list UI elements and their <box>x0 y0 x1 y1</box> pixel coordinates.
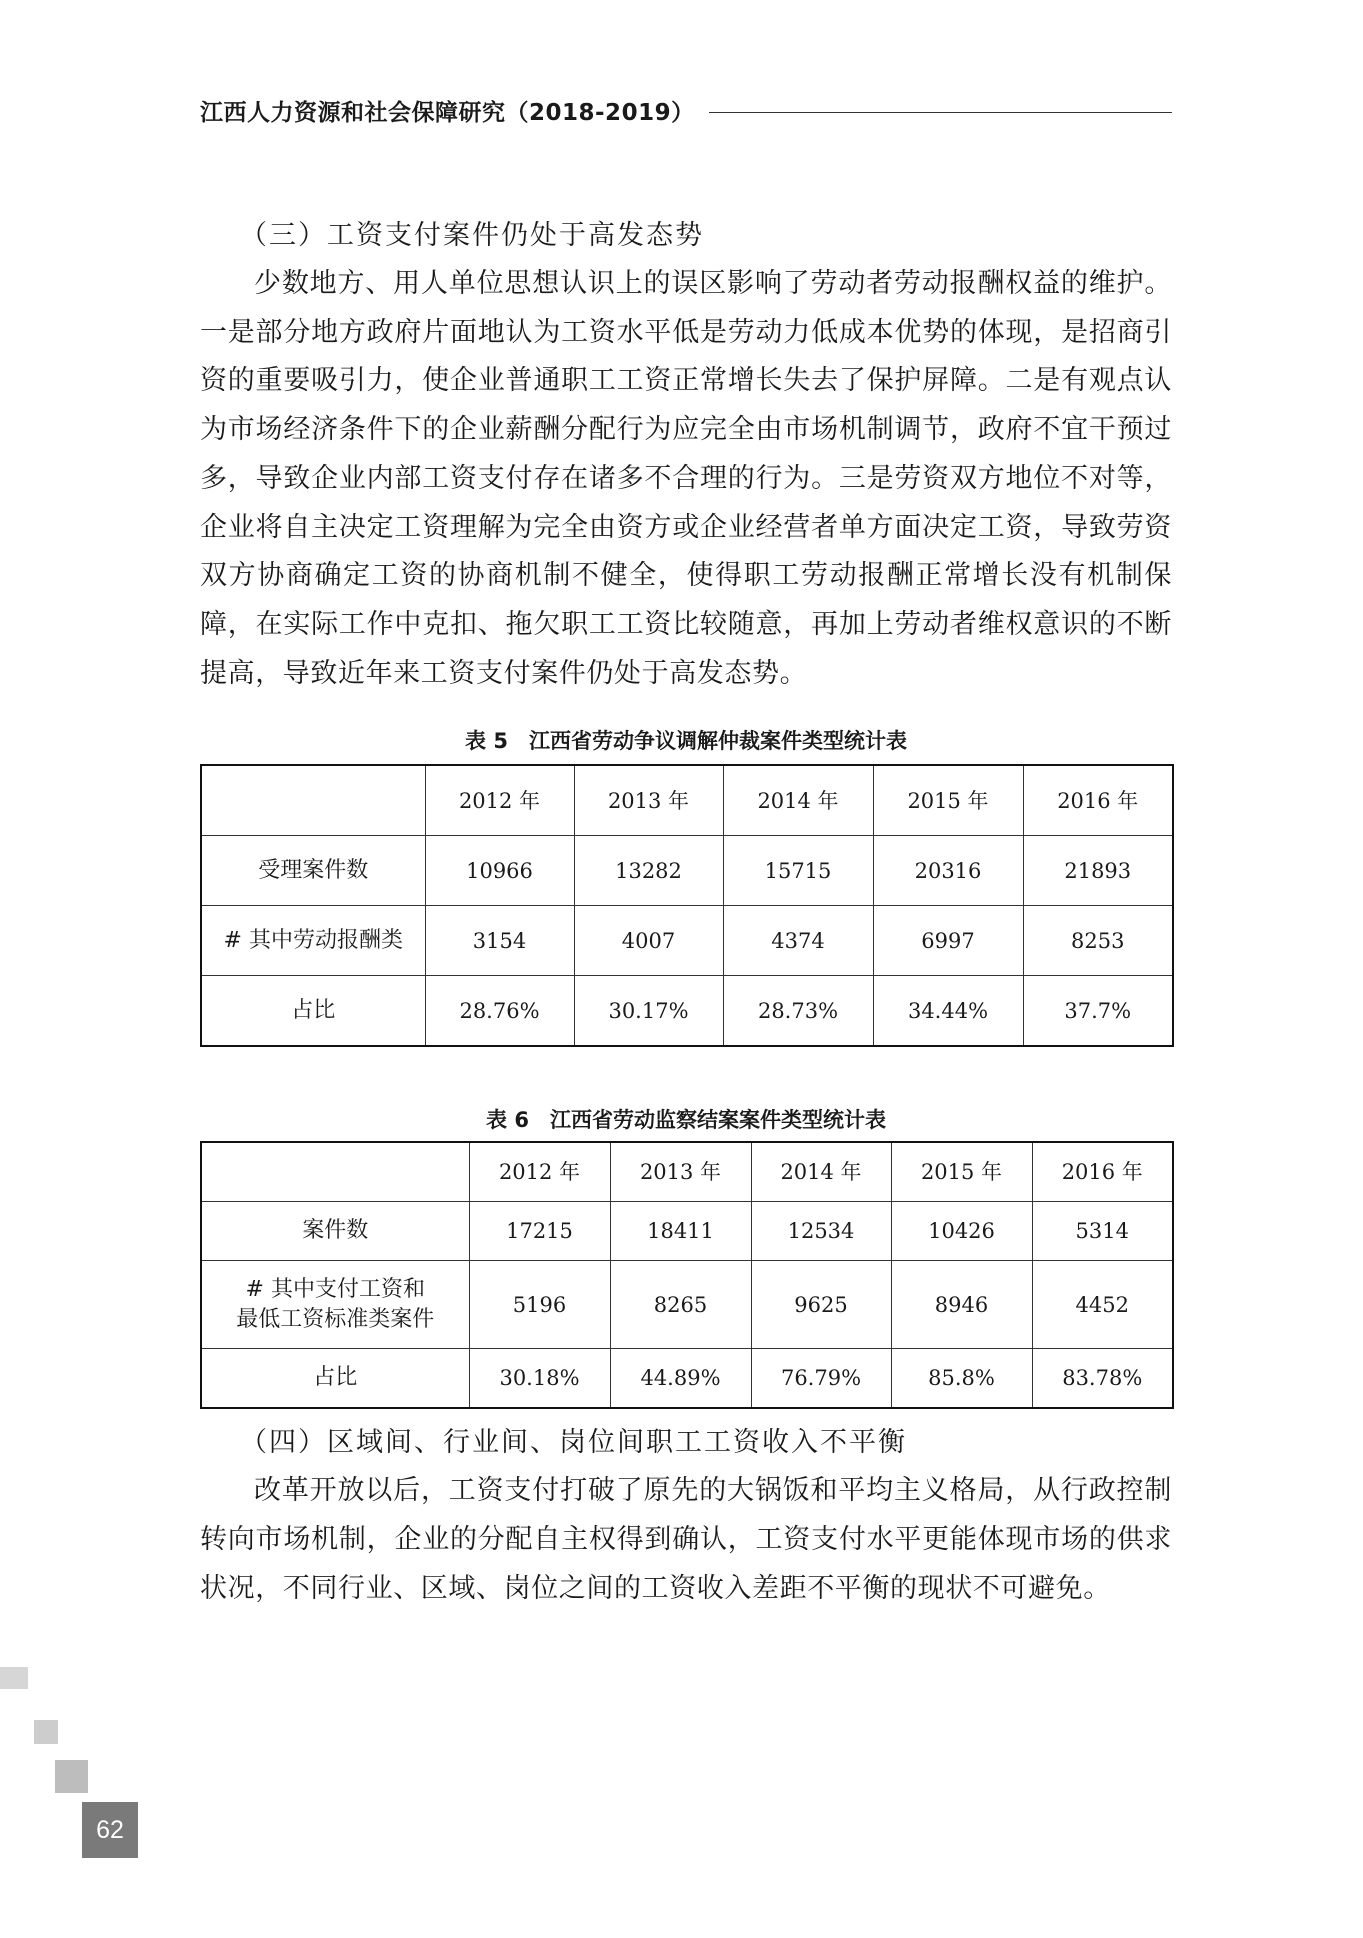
column-header: 2014 年 <box>751 1142 891 1202</box>
table-6 <box>200 1141 1174 1409</box>
page-content <box>200 212 1172 1613</box>
row-label-line-2: 最低工资标准类案件 <box>236 1306 435 1332</box>
table-5 <box>200 764 1174 1047</box>
table-cell: 12534 <box>751 1202 891 1261</box>
column-header: 2015 年 <box>873 765 1023 836</box>
column-header: 2013 年 <box>574 765 723 836</box>
table-cell: 3154 <box>425 906 574 976</box>
page-number: 62 <box>82 1802 138 1858</box>
table-cell: 21893 <box>1023 836 1173 906</box>
running-title: 江西人力资源和社会保障研究（2018-2019） <box>200 99 695 126</box>
column-header: 2015 年 <box>891 1142 1032 1202</box>
table-cell: 10426 <box>891 1202 1032 1261</box>
table-cell: 76.79% <box>751 1349 891 1409</box>
row-label: 占比 <box>201 976 425 1047</box>
section-4-paragraph: 改革开放以后，工资支付打破了原先的大锅饭和平均主义格局，从行政控制转向市场机制，企业的分配自主权得到确认，工资支付水平更能体现市场的供求状况，不同行业、区域、岗位之间的工资收入差距不平衡的现状不可避免。 <box>200 1475 1172 1604</box>
decorative-square <box>0 1667 28 1689</box>
header-rule <box>709 112 1172 113</box>
table-cell: 5196 <box>469 1261 610 1349</box>
table-cell: 8253 <box>1023 906 1173 976</box>
table-cell: 44.89% <box>610 1349 751 1409</box>
table-cell: 4007 <box>574 906 723 976</box>
row-label: # 其中劳动报酬类 <box>201 906 425 976</box>
column-header: 2014 年 <box>723 765 873 836</box>
decorative-square <box>55 1760 88 1793</box>
table-row <box>201 976 1173 1047</box>
corner-cell <box>201 1142 469 1202</box>
section-3-paragraph: 少数地方、用人单位思想认识上的误区影响了劳动者劳动报酬权益的维护。一是部分地方政府片面地认为工资水平低是劳动力低成本优势的体现，是招商引资的重要吸引力，使企业普通职工工资正常增长失去了保护屏障。二是有观点认为市场经济条件下的企业薪酬分配行为应完全由市场机制调节，政府不宜干预过多，导致企业内部工资支付存在诸多不合理的行为。三是劳资双方地位不对等，企业将自主决定工资理解为完全由资方或企业经营者单方面决定工资，导致劳资双方协商确定工资的协商机制不健全，使得职工劳动报酬正常增长没有机制保障，在实际工作中克扣、拖欠职工工资比较随意，再加上劳动者维权意识的不断提高，导致近年来工资支付案件仍处于高发态势。 <box>200 268 1172 689</box>
section-heading-4: （四）区域间、行业间、岗位间职工工资收入不平衡 <box>240 1427 907 1459</box>
table-cell: 28.73% <box>723 976 873 1047</box>
table-cell: 9625 <box>751 1261 891 1349</box>
table-cell: 30.18% <box>469 1349 610 1409</box>
running-header <box>200 90 1172 130</box>
table-5-caption: 表 5 江西省劳动争议调解仲裁案件类型统计表 <box>465 729 907 754</box>
decorative-square <box>34 1720 58 1744</box>
table-cell: 28.76% <box>425 976 574 1047</box>
column-header: 2016 年 <box>1023 765 1173 836</box>
table-cell: 85.8% <box>891 1349 1032 1409</box>
row-label: 受理案件数 <box>201 836 425 906</box>
column-header: 2012 年 <box>469 1142 610 1202</box>
table-row <box>201 1202 1173 1261</box>
table-cell: 30.17% <box>574 976 723 1047</box>
table-cell: 4452 <box>1032 1261 1173 1349</box>
row-label: 案件数 <box>201 1202 469 1261</box>
table-cell: 17215 <box>469 1202 610 1261</box>
table-cell: 20316 <box>873 836 1023 906</box>
table-cell: 13282 <box>574 836 723 906</box>
row-label-line-1: # 其中支付工资和 <box>245 1276 425 1302</box>
table-cell: 4374 <box>723 906 873 976</box>
table-cell: 18411 <box>610 1202 751 1261</box>
table-row <box>201 1349 1173 1409</box>
table-6-caption: 表 6 江西省劳动监察结案案件类型统计表 <box>486 1108 886 1133</box>
corner-cell <box>201 765 425 836</box>
table-cell: 6997 <box>873 906 1023 976</box>
table-cell: 37.7% <box>1023 976 1173 1047</box>
row-label: 占比 <box>201 1349 469 1409</box>
table-cell: 15715 <box>723 836 873 906</box>
table-header-row <box>201 765 1173 836</box>
row-label <box>201 1261 469 1349</box>
table-row <box>201 836 1173 906</box>
table-cell: 8265 <box>610 1261 751 1349</box>
table-cell: 10966 <box>425 836 574 906</box>
table-cell: 83.78% <box>1032 1349 1173 1409</box>
column-header: 2012 年 <box>425 765 574 836</box>
column-header: 2013 年 <box>610 1142 751 1202</box>
table-cell: 5314 <box>1032 1202 1173 1261</box>
table-row <box>201 906 1173 976</box>
table-header-row <box>201 1142 1173 1202</box>
table-cell: 8946 <box>891 1261 1032 1349</box>
section-heading-3: （三）工资支付案件仍处于高发态势 <box>240 220 704 251</box>
column-header: 2016 年 <box>1032 1142 1173 1202</box>
table-cell: 34.44% <box>873 976 1023 1047</box>
table-row <box>201 1261 1173 1349</box>
